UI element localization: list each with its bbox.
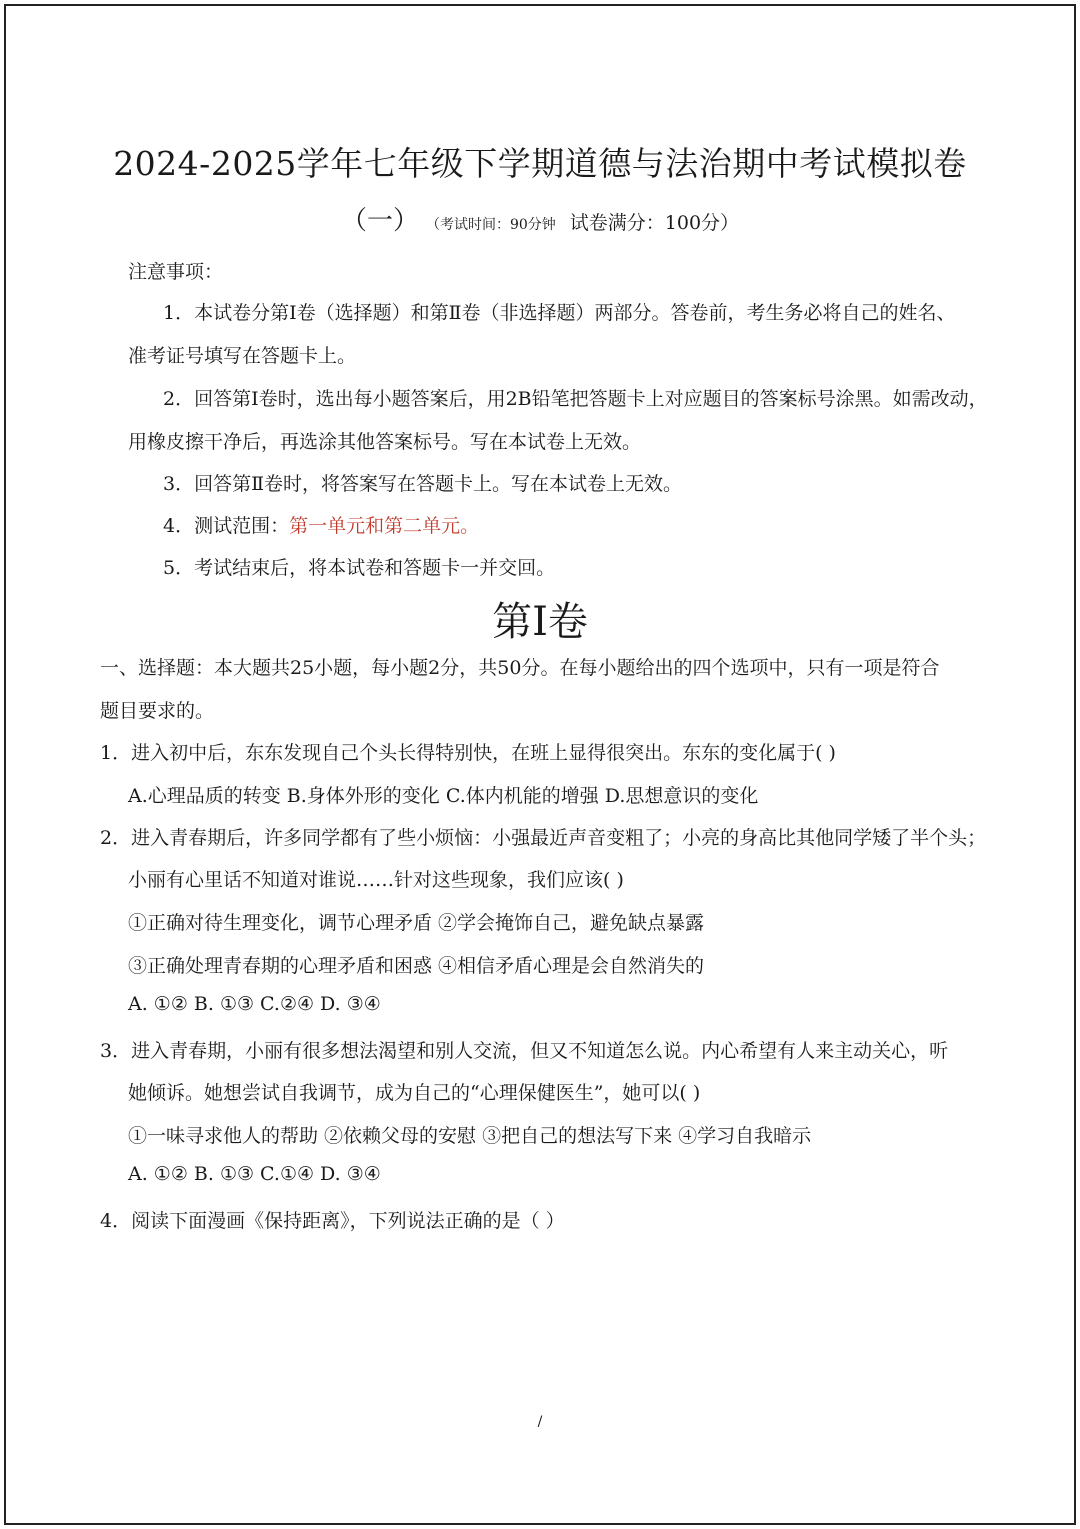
full-score: 试卷满分：100分）	[569, 212, 740, 234]
exam-time: （考试时间：90分钟	[432, 217, 556, 233]
q2-choice-b: ③正确处理青春期的心理矛盾和困惑 ④相信矛盾心理是会自然消失的	[128, 955, 705, 977]
notice-item-5: 5．考试结束后，将本试卷和答题卡一并交回。	[163, 557, 556, 579]
exam-subtitle	[0, 200, 1080, 237]
section-title: 第Ⅰ卷	[492, 599, 588, 645]
q1-options: A.心理品质的转变 B.身体外形的变化 C.体内机能的增强 D.思想意识的变化	[128, 785, 759, 807]
q3-stem-a: 3．进入青春期，小丽有很多想法渴望和别人交流，但又不知道怎么说。内心希望有人来主动关心，听	[100, 1040, 949, 1062]
paper-number: （一）	[340, 206, 419, 236]
q4-stem: 4．阅读下面漫画《保持距离》，下列说法正确的是（ ）	[100, 1210, 565, 1232]
notice-heading: 注意事项：	[128, 261, 224, 283]
notice-item-4-prefix: 4．测试范围：	[163, 515, 290, 537]
part1-intro-b: 题目要求的。	[100, 700, 215, 722]
q2-stem-a: 2．进入青春期后，许多同学都有了些小烦恼：小强最近声音变粗了；小亮的身高比其他同学矮了半个头；	[100, 827, 987, 849]
q1-stem: 1．进入初中后，东东发现自己个头长得特别快，在班上显得很突出。东东的变化属于( )	[100, 742, 836, 764]
part1-intro-a: 一、选择题：本大题共25小题，每小题2分，共50分。在每小题给出的四个选项中，只有一项是符合	[100, 657, 940, 679]
notice-item-1a: 1．本试卷分第Ⅰ卷（选择题）和第Ⅱ卷（非选择题）两部分。答卷前，考生务必将自己的姓名、	[163, 302, 956, 324]
notice-item-1b: 准考证号填写在答题卡上。	[128, 345, 357, 367]
q2-options: A. ①② B. ①③ C.②④ D. ③④	[128, 993, 381, 1015]
notice-item-3: 3．回答第Ⅱ卷时，将答案写在答题卡上。写在本试卷上无效。	[163, 473, 683, 495]
exam-title: 2024-2025学年七年级下学期道德与法治期中考试模拟卷	[113, 144, 967, 183]
q2-choice-a: ①正确对待生理变化，调节心理矛盾 ②学会掩饰自己，避免缺点暴露	[128, 912, 705, 934]
notice-item-4	[163, 511, 479, 538]
q3-stem-b: 她倾诉。她想尝试自我调节，成为自己的“心理保健医生”，她可以( )	[128, 1082, 701, 1104]
q3-choices: ①一味寻求他人的帮助 ②依赖父母的安慰 ③把自己的想法写下来 ④学习自我暗示	[128, 1125, 812, 1147]
page-mark: /	[537, 1414, 543, 1430]
notice-item-2b: 用橡皮擦干净后，再选涂其他答案标号。写在本试卷上无效。	[128, 431, 642, 453]
test-scope: 第一单元和第二单元。	[289, 515, 480, 537]
q2-stem-b: 小丽有心里话不知道对谁说……针对这些现象，我们应该( )	[128, 869, 624, 891]
q3-options: A. ①② B. ①③ C.①④ D. ③④	[128, 1163, 381, 1185]
notice-item-2a: 2．回答第Ⅰ卷时，选出每小题答案后，用2B铅笔把答题卡上对应题目的答案标号涂黑。如需改动，	[163, 388, 988, 410]
